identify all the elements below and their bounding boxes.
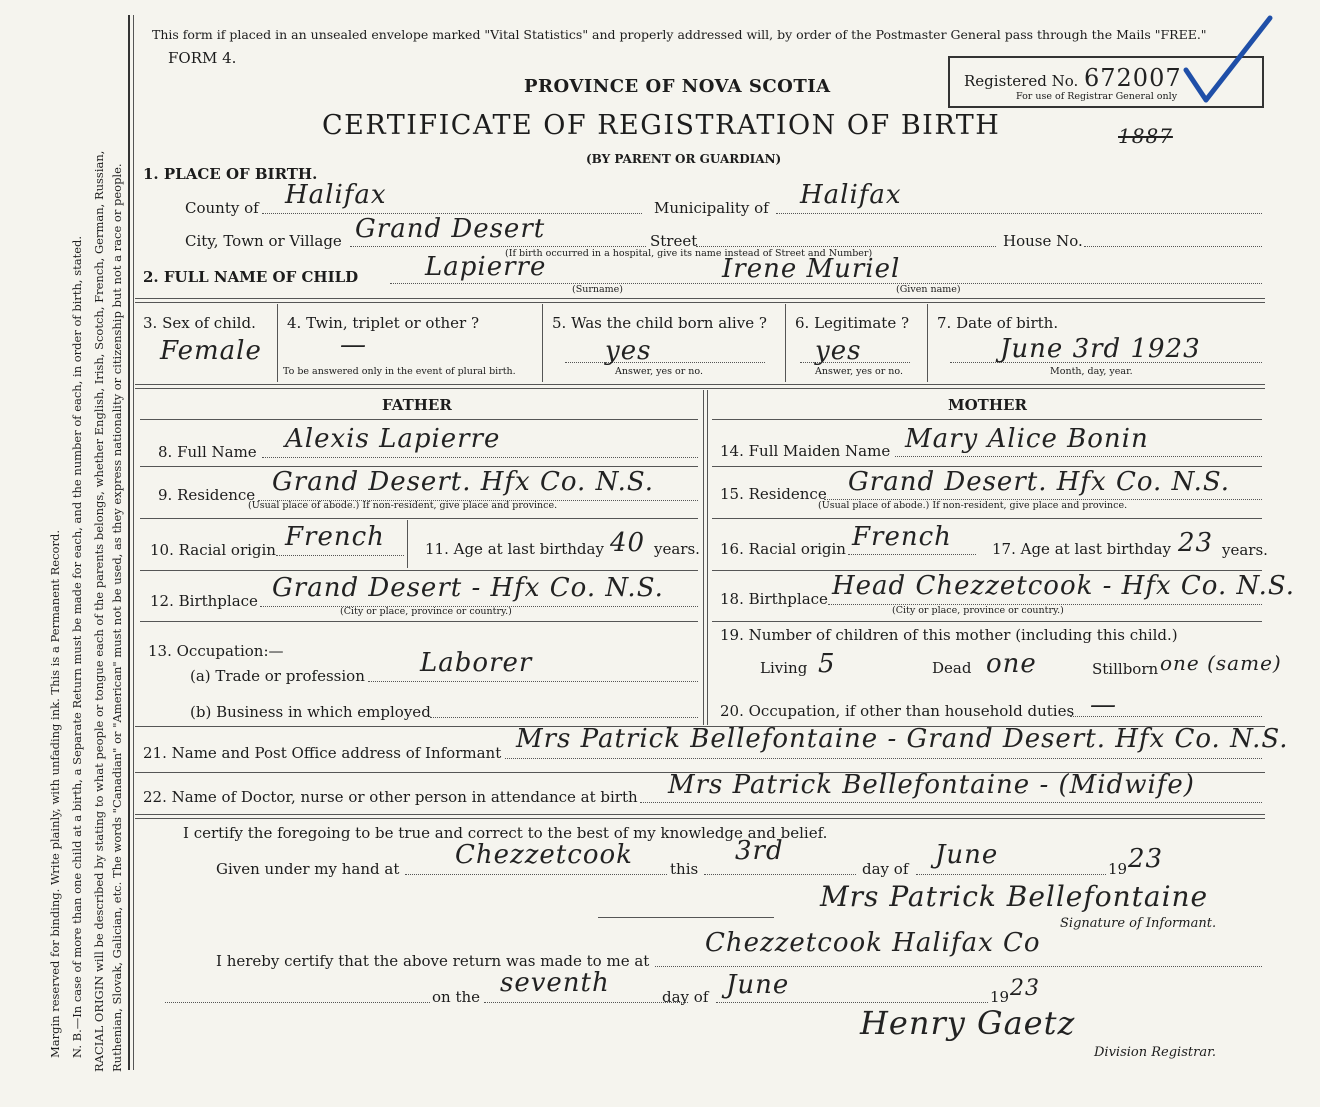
twin-caption: To be answered only in the event of plural birth.	[283, 366, 516, 377]
dob-label: 7. Date of birth.	[937, 314, 1059, 332]
living-value: 5	[818, 649, 836, 679]
margin-rule	[128, 15, 130, 1070]
mother-age-value: 23	[1178, 528, 1214, 558]
province-heading: PROVINCE OF NOVA SCOTIA	[524, 76, 831, 97]
informant-signature: Mrs Patrick Bellefontaine	[820, 880, 1209, 913]
county-label: County of	[185, 199, 259, 217]
form-number: FORM 4.	[168, 49, 237, 67]
margin-note-1: Margin reserved for binding. Write plainly, with unfading ink. This is a Permanent Record.	[48, 530, 62, 1058]
father-racial-label: 10. Racial origin	[150, 541, 276, 559]
father-trade-label: (a) Trade or profession	[190, 667, 365, 685]
street-label: Street	[650, 232, 698, 250]
mother-birthplace-label: 18. Birthplace	[720, 590, 828, 608]
registrar-statement: I hereby certify that the above return was made to me at	[216, 952, 650, 970]
stillborn-value: one (same)	[1160, 651, 1282, 675]
father-heading: FATHER	[382, 396, 452, 414]
municipality-label: Municipality of	[654, 199, 769, 217]
alive-value: yes	[605, 336, 652, 366]
county-value: Halifax	[285, 180, 387, 210]
sex-label: 3. Sex of child.	[143, 314, 256, 332]
given-year-prefix: 19	[1108, 860, 1128, 878]
father-trade-value: Laborer	[420, 648, 533, 678]
stillborn-label: Stillborn	[1092, 660, 1159, 678]
father-age-value: 40	[610, 528, 646, 558]
mother-children-label: 19. Number of children of this mother (including this child.)	[720, 626, 1178, 644]
margin-rule-inner	[133, 15, 134, 1070]
hospital-note: (If birth occurred in a hospital, give its name instead of Street and Number)	[505, 248, 873, 259]
given-caption: (Given name)	[896, 284, 961, 295]
father-birthplace-value: Grand Desert - Hfx Co. N.S.	[272, 573, 664, 603]
registrar-day-value: seventh	[500, 968, 610, 998]
registrar-place-value: Chezzetcook Halifax Co	[705, 928, 1041, 958]
registered-number: 672007	[1084, 64, 1182, 92]
alive-label: 5. Was the child born alive ?	[552, 314, 767, 332]
registrar-day-label: day of	[662, 988, 709, 1006]
informant-signature-caption: Signature of Informant.	[1060, 916, 1217, 931]
father-occupation-label: 13. Occupation:—	[148, 642, 284, 660]
registrar-signature: Henry Gaetz	[860, 1004, 1076, 1042]
page-subtitle: (BY PARENT OR GUARDIAN)	[586, 152, 782, 166]
dead-value: one	[986, 649, 1037, 679]
father-name-value: Alexis Lapierre	[285, 424, 501, 454]
father-business-label: (b) Business in which employed	[190, 703, 431, 721]
registrar-year-prefix: 19	[990, 988, 1010, 1006]
dob-value: June 3rd 1923	[1000, 334, 1201, 364]
father-birthplace-caption: (City or place, province or country.)	[340, 606, 512, 617]
surname-caption: (Surname)	[572, 284, 623, 295]
dead-label: Dead	[932, 659, 972, 677]
mother-residence-value: Grand Desert. Hfx Co. N.S.	[848, 467, 1231, 497]
father-birthplace-label: 12. Birthplace	[150, 592, 258, 610]
given-place-value: Chezzetcook	[455, 840, 633, 870]
mother-residence-label: 15. Residence	[720, 485, 827, 503]
margin-note-4: Ruthenian, Slovak, Galician, etc. The words "Canadian" or "American" must not be used, as they express nationality or citizenship but not a race or people.	[110, 163, 124, 1072]
municipality-value: Halifax	[800, 180, 902, 210]
given-year-value: 23	[1128, 844, 1164, 874]
given-label: Given under my hand at	[216, 860, 400, 878]
binding-margin	[0, 0, 130, 1107]
place-of-birth-heading: 1. PLACE OF BIRTH.	[143, 165, 318, 183]
page-title: CERTIFICATE OF REGISTRATION OF BIRTH	[322, 110, 1001, 141]
twin-label: 4. Twin, triplet or other ?	[287, 314, 479, 332]
registrar-on-label: on the	[432, 988, 481, 1006]
legit-caption: Answer, yes or no.	[815, 366, 904, 377]
mother-racial-value: French	[852, 522, 952, 552]
alive-caption: Answer, yes or no.	[615, 366, 704, 377]
doctor-value: Mrs Patrick Bellefontaine - (Midwife)	[668, 770, 1195, 800]
certify-statement: I certify the foregoing to be true and correct to the best of my knowledge and belief.	[183, 824, 828, 842]
dob-caption: Month, day, year.	[1050, 366, 1133, 377]
child-name-label: 2. FULL NAME OF CHILD	[143, 268, 359, 286]
registrar-year-value: 23	[1010, 976, 1040, 1001]
city-value: Grand Desert	[355, 214, 546, 244]
mother-birthplace-caption: (City or place, province or country.)	[892, 605, 1064, 616]
given-day-label: day of	[862, 860, 909, 878]
legit-value: yes	[815, 336, 862, 366]
father-residence-value: Grand Desert. Hfx Co. N.S.	[272, 467, 655, 497]
mother-age-unit: years.	[1222, 541, 1268, 559]
child-surname-value: Lapierre	[425, 252, 547, 282]
mother-racial-label: 16. Racial origin	[720, 540, 846, 558]
sex-value: Female	[160, 336, 262, 366]
legit-label: 6. Legitimate ?	[795, 314, 910, 332]
registered-label: Registered No.	[964, 72, 1079, 90]
living-label: Living	[760, 659, 808, 677]
doctor-label: 22. Name of Doctor, nurse or other person in attendance at birth	[143, 788, 638, 806]
mother-occupation-label: 20. Occupation, if other than household duties	[720, 702, 1075, 720]
mail-notice: This form if placed in an unsealed envelope marked "Vital Statistics" and properly addressed will, by order of the Postmaster General pass through the Mails "FREE."	[152, 27, 1207, 42]
father-age-unit: years.	[654, 540, 700, 558]
given-month-value: June	[935, 840, 999, 870]
registrar-caption: Division Registrar.	[1094, 1045, 1216, 1060]
city-label: City, Town or Village	[185, 232, 342, 250]
informant-label: 21. Name and Post Office address of Informant	[143, 744, 502, 762]
margin-note-2: N. B.—In case of more than one child at a birth, a Separate Return must be made for each, and the number of each, in order of birth, stated.	[70, 235, 84, 1058]
mother-age-label: 17. Age at last birthday	[992, 540, 1171, 558]
father-age-label: 11. Age at last birthday	[425, 540, 604, 558]
checkmark-icon	[1180, 12, 1280, 107]
father-residence-caption: (Usual place of abode.) If non-resident, give place and province.	[248, 500, 558, 511]
given-day-value: 3rd	[735, 836, 784, 866]
mother-heading: MOTHER	[948, 396, 1027, 414]
mother-birthplace-value: Head Chezzetcook - Hfx Co. N.S.	[832, 571, 1296, 601]
crossed-number: 1887	[1118, 124, 1173, 148]
twin-value: —	[340, 330, 367, 360]
house-label: House No.	[1003, 232, 1083, 250]
informant-value: Mrs Patrick Bellefontaine - Grand Desert. Hfx Co. N.S.	[516, 724, 1289, 754]
mother-residence-caption: (Usual place of abode.) If non-resident, give place and province.	[818, 500, 1128, 511]
father-residence-label: 9. Residence	[158, 486, 256, 504]
registrar-note: For use of Registrar General only	[1016, 91, 1178, 102]
mother-name-label: 14. Full Maiden Name	[720, 442, 891, 460]
mother-name-value: Mary Alice Bonin	[905, 424, 1149, 454]
this-label: this	[670, 860, 699, 878]
mother-occupation-value: —	[1090, 690, 1117, 720]
margin-note-3: RACIAL ORIGIN will be described by stating to what people or tongue each of the parents belongs, whether English, Irish, Scotch, French, German, Russian,	[92, 150, 106, 1072]
registrar-month-value: June	[726, 970, 790, 1000]
child-given-value: Irene Muriel	[722, 254, 901, 284]
father-racial-value: French	[285, 522, 385, 552]
father-name-label: 8. Full Name	[158, 443, 257, 461]
